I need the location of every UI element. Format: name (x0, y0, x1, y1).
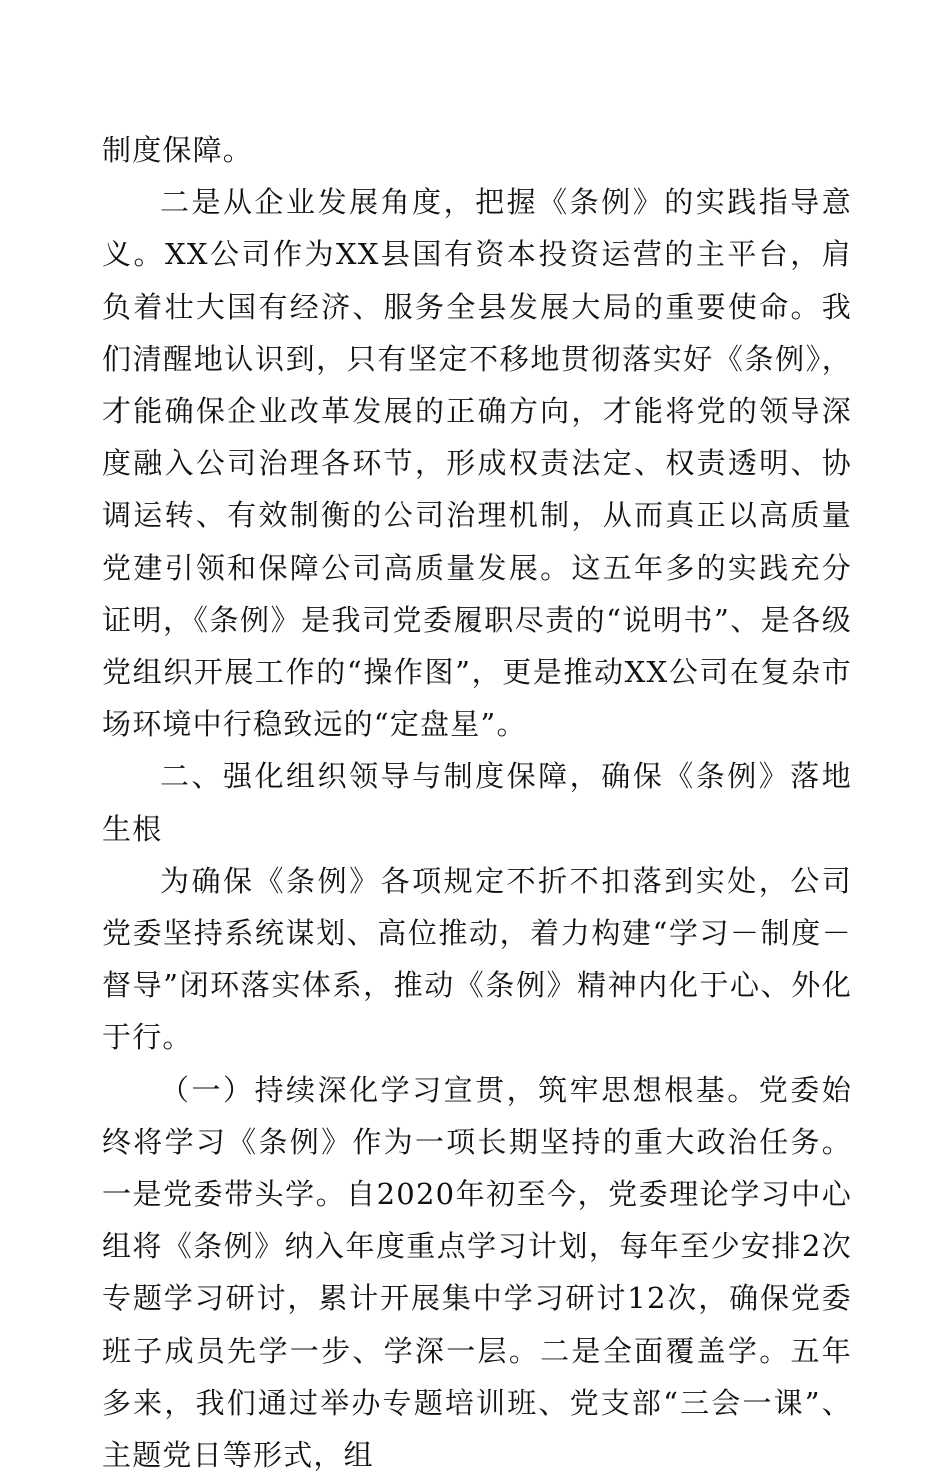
paragraph-continuation: 制度保障。 (102, 133, 254, 167)
document-body (102, 124, 852, 1481)
paragraph-enterprise-development: 二是从企业发展角度，把握《条例》的实践指导意义。XX公司作为XX县国有资本投资运营的主平台，肩负着壮大国有经济、服务全县发展大局的重要使命。我们清醒地认识到，只有坚定不移地贯彻落实好《条例》，才能确保企业改革发展的正确方向，才能将党的领导深度融入公司治理各环节，形成权责法定、权责透明、协调运转、有效制衡的公司治理机制，从而真正以高质量党建引领和保障公司高质量发展。这五年多的实践充分证明，《条例》是我司党委履职尽责的“说明书”、是各级党组织开展工作的“操作图”，更是推动XX公司在复杂市场环境中行稳致远的“定盘星”。 (102, 185, 852, 742)
section-heading: 二、强化组织领导与制度保障，确保《条例》落地生根 (102, 759, 852, 846)
paragraph-implementation-system: 为确保《条例》各项规定不折不扣落到实处，公司党委坚持系统谋划、高位推动，着力构建“学习－制度－督导”闭环落实体系，推动《条例》精神内化于心、外化于行。 (102, 863, 852, 1055)
paragraph-study-promotion: （一）持续深化学习宣贯，筑牢思想根基。党委始终将学习《条例》作为一项长期坚持的重大政治任务。一是党委带头学。自2020年初至今，党委理论学习中心组将《条例》纳入年度重点学习计划，每年至少安排2次专题学习研讨，累计开展集中学习研讨12次，确保党委班子成员先学一步、学深一层。二是全面覆盖学。五年多来，我们通过举办专题培训班、党支部“三会一课”、主题党日等形式，组 (102, 1072, 852, 1473)
